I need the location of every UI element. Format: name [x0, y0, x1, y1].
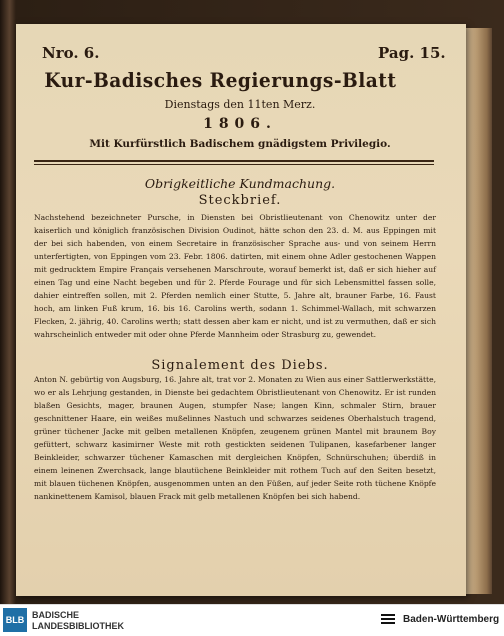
- newspaper-title: Kur-Badisches Regierungs-Blatt: [44, 68, 397, 92]
- issue-date: Dienstags den 11ten Merz.: [164, 98, 316, 111]
- section-heading: Obrigkeitliche Kundmachung.: [144, 176, 336, 191]
- page-edge: [466, 28, 492, 594]
- issue-year: 1806.: [203, 116, 277, 132]
- subsection-heading: Steckbrief.: [198, 193, 282, 208]
- book-spine: [0, 0, 16, 604]
- page-number: Pag. 15.: [378, 44, 446, 62]
- privilege-line: Mit Kurfürstlich Badischem gnädigstem Privilegio.: [89, 138, 391, 150]
- paragraph-description: Anton N. gebürtig von Augsburg, 16. Jahre alt, trat vor 2. Monaten zu Wien aus einer Sattlerwerkstätte, wo er als Lehrjung gestanden, in Dienste bei gedachtem Obristlieutenant von Chenowitz. Er ist runden blaßen Gesichts, mager, braunen Augen, stumpfer Nase; langen Kinn, schmaler Stirn, brauer geschnittener Haare, ein weißes mußelinnes Nastuch und schwarzes seidenes Oberhalstuch tragend, grüner tüchener Jacke mit gelben metallenen Knöpfen, zeugenem grünen Mantel mit braunem Boy gefüttert, schwarz kasimirner Weste mit roth gestickten seidenen Tulipanen, kasefarbener langer Beinkleider, schwarzer tüchener Kamaschen mit dergleichen Knöpfen, Schnürschuhen; überdiß in einem leinenen Zwerchsack, lange blautüchene Beinkleider mit rothem Tuch auf den Seiten besetzt, mit blauen tüchenen Knöpfen, ausgenommen unten an den Füßen, auf jeder Seite roth tüchene Knöpfe nankinettenem Kamisol, blauen Frack mit gelb metallenen Knöpfen bei sich habend.: [34, 375, 436, 502]
- library-name-line1: BADISCHE: [32, 610, 80, 620]
- blb-logo[interactable]: BLB: [3, 608, 27, 632]
- library-name-line2: LANDESBIBLIOTHEK: [32, 621, 124, 631]
- header-rule: [34, 160, 434, 162]
- signalement-heading: Signalement des Diebs.: [151, 358, 329, 373]
- issue-number: Nro. 6.: [42, 44, 100, 62]
- state-lions-icon: [378, 609, 398, 629]
- paragraph-wanted-notice: Nachstehend bezeichneter Pursche, in Diensten bei Obristlieutenant von Chenowitz unter der kaiserlich und königlich französischen Division Oudinot, hätte schon den 23. d. M. aus Eppingen mit der bei sich habenden, von einem Secretaire in französischer Sprache aus- und von seinem Herrn unterfertigten, von Eppingen vom 23. Febr. 1806. datirten, mit einem ohne Adler gestochenen Wappen mit gedrucktem Empire Français versehenen Marschroute, worauf bemerkt ist, daß er sich hieher auf einen Tag und eine Nacht begeben und für 2. Pferde Fourage und für sich Lebensmittel fassen solle, dahier eintreffen sollen, mit 2. Pferden nemlich einer Stutte, 5. Jahre alt, brauner Farbe, 16. Faust hoch, am linken Fuß krum, 16. bis 16. Carolins werth, sodann 1. Schimmel-Wallach, mit schwarzen Flecken, 2. jährig, 40. Carolins werth; statt dessen aber kam er nicht, und ist zu vermuthen, daß er sich wahrscheinlich entweder mit oder ohne Pferde Mannheim oder Strasburg zu, gewendet.: [34, 213, 436, 340]
- state-name[interactable]: Baden-Württemberg: [403, 614, 500, 625]
- header-rule-thin: [34, 164, 434, 165]
